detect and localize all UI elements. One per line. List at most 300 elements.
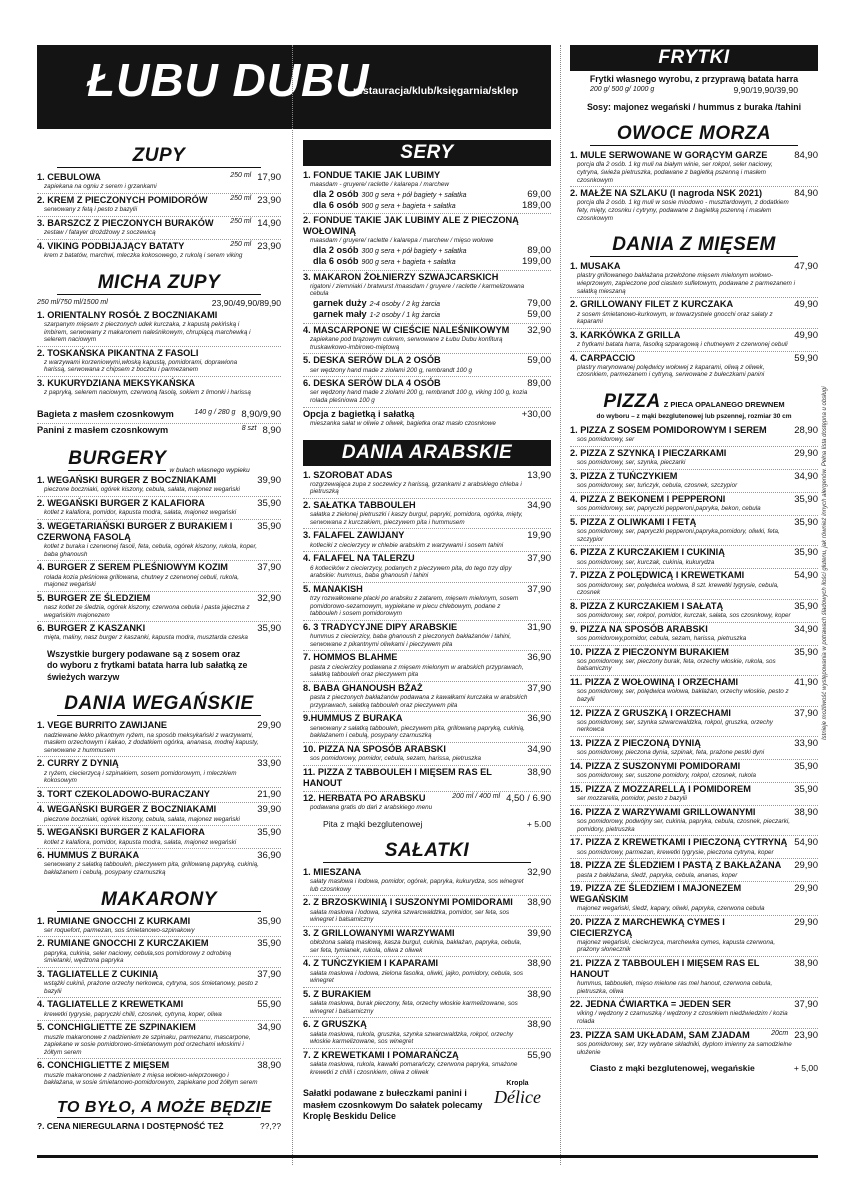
item-size: 250 ml	[230, 194, 252, 202]
item-name: 1. WEGAŃSKI BURGER Z BOCZNIAKAMI	[37, 475, 217, 486]
item-size: 8 szt	[241, 424, 257, 432]
item-description: mięta, maliny, nasz burger z kaszanki, kapusta modra, musztarda czeska	[44, 634, 248, 642]
item-description: ser wędzony hand made z ziołami 200 g, rembrandt 100 g, viking 100 g, kozia rolada pleśniowa 100 g	[310, 389, 528, 405]
item-size: 20cm	[771, 1029, 789, 1037]
item-name: 17. PIZZA Z KREWETKAMI I PIECZONĄ CYTRYNĄ	[570, 837, 788, 848]
section-title-micha: MICHA ZUPY	[57, 272, 261, 295]
item-description: sos pomidorowy, pieczona dynia, szpinak, feta, prażone pestki dyni	[577, 749, 765, 757]
item-price: 41,90	[794, 677, 818, 689]
makaron-item	[37, 936, 281, 966]
item-description: pieczone boczniaki, ogórek kiszony, cebula, sałata, majonez wegański	[44, 486, 240, 494]
pizza-item	[570, 782, 818, 805]
item-description: sos pomidorowy, podwójny ser, cukinia, papryka, cebula, czosnek, pieczarki, pomidory, pietruszka	[577, 818, 791, 833]
item-name: 2. TOSKAŃSKA PIKANTNA Z FASOLI	[37, 347, 199, 358]
item-price: 23,90	[794, 1029, 818, 1041]
item-price: 84,90	[794, 150, 818, 162]
pizza-item	[570, 858, 818, 881]
salatka-item	[303, 1017, 551, 1047]
arabskie-pita: Pita z mąki bezglutenowej + 5.00	[323, 818, 551, 829]
item-price: 38,90	[257, 1060, 281, 1072]
item-name: 5. CONCHIGLIETTE ZE SZPINAKIEM	[37, 1022, 196, 1033]
item-description: sos pomidorowy, ser	[577, 436, 635, 444]
item-price: 29,90	[257, 720, 281, 732]
weganskie-item	[37, 756, 281, 786]
pizza-item	[570, 599, 818, 622]
micha-item	[37, 309, 281, 346]
arabskie-item	[303, 650, 551, 680]
item-price: 38,90	[527, 988, 551, 1000]
item-description: hummus z ciecierzicy, baba ghanoush z pieczonych bakłażanów i tahini, serwowane z pikantnymi oliwkami i pieczywem pita	[310, 633, 512, 648]
section-title-tobylo: TO BYŁO, A MOŻE BĘDZIE	[57, 1098, 272, 1116]
item-price: 32,90	[257, 592, 281, 604]
item-option: dla 6 osób 900 g sera + bagieta + sałatka 199,00	[313, 256, 551, 268]
item-price: 38,90	[527, 897, 551, 909]
item-price: 21,90	[257, 788, 281, 800]
item-price: 49,90	[794, 329, 818, 341]
makaron-item	[37, 997, 281, 1020]
item-description: podawana gratis do dań z arabskiego menu	[310, 804, 433, 812]
item-name: 20. PIZZA Z MARCHEWKĄ CYMES I CIECIERZYCĄ	[570, 916, 725, 938]
arabskie-item	[303, 582, 551, 620]
item-name: 2. MAŁŻE NA SZLAKU (I nagroda NSK 2021)	[570, 188, 763, 199]
item-price: 35,90	[257, 623, 281, 635]
owoce-list	[570, 149, 818, 224]
owoce-item	[570, 149, 818, 186]
item-price: 32,90	[527, 866, 551, 878]
item-price: 4,50 / 6.90	[506, 792, 551, 804]
item-name: 1. RUMIANE GNOCCHI Z KURKAMI	[37, 915, 191, 926]
item-price: 37,90	[527, 583, 551, 595]
item-name: 6. 3 TRADYCYJNE DIPY ARABSKIE	[303, 621, 458, 632]
salatka-item	[303, 956, 551, 986]
item-price: 84,90	[794, 188, 818, 200]
item-name: 9.HUMMUS Z BURAKA	[303, 713, 403, 724]
item-name: 3. TAGLIATELLE Z CUKINIĄ	[37, 968, 159, 979]
item-price: 89,00	[527, 378, 551, 390]
item-description: pieczone boczniaki, ogórek kiszony, cebula, sałata, majonez wegański	[44, 815, 240, 823]
item-name: 4. WEGAŃSKI BURGER Z BOCZNIAKAMI	[37, 804, 217, 815]
item-description: majonez wegański, ciecierzyca, marchewka cymes, kapusta czerwona, prażony słonecznik	[577, 938, 776, 954]
item-price: 23,90	[257, 194, 281, 206]
miesem-item	[570, 260, 818, 297]
arabskie-item	[303, 469, 551, 498]
salatka-item	[303, 926, 551, 956]
item-name: 3. WEGETARIAŃSKI BURGER Z BURAKIEM I CZERWONĄ FASOLĄ	[37, 520, 233, 542]
item-price: 29,90	[794, 447, 818, 459]
item-price: 59,90	[794, 352, 818, 364]
tobylo-item: ?. CENA NIEREGULARNA I DOSTĘPNOŚĆ TEŻ ??,??	[37, 1120, 281, 1131]
item-description: pasta z bakłażana, śledź, papryka, cebula, ananas, koper	[577, 871, 738, 879]
item-price: 49,90	[794, 299, 818, 311]
column-middle	[303, 140, 551, 1165]
item-price: 14,90	[257, 217, 281, 229]
item-name: 5. Z BURAKIEM	[303, 988, 371, 999]
micha-price-row: 250 ml/750 ml/1500 ml 23,90/49,90/89,90	[37, 297, 281, 308]
item-name: 1. MUSAKA	[570, 261, 621, 272]
sery-item	[303, 376, 551, 406]
item-description: wstążki cukinii, prażone orzechy nerkowca, cytryna, sos śmietanowy, pesto z bazylii	[44, 980, 259, 995]
miesem-item	[570, 328, 818, 351]
item-price: 37,90	[257, 968, 281, 980]
section-title-salatki: SAŁATKI	[323, 840, 531, 863]
item-name: Panini z masłem czosnkowym	[37, 424, 169, 435]
pizza-item	[570, 492, 818, 515]
pizza-item	[570, 545, 818, 568]
frytki-price-row: 200 g/ 500 g/ 1000 g 9,90/19,90/39,90	[590, 85, 798, 96]
item-description: z ryżem, ciecierzycą i szpinakiem, sosem pomidorowym, i mleczkiem kokosowym	[44, 769, 237, 785]
item-price: 38,90	[527, 1019, 551, 1031]
item-price: 29,90	[794, 883, 818, 895]
item-price: 35,90	[794, 516, 818, 528]
miesem-item	[570, 351, 818, 381]
item-description: sos pomidorowy, ser, rokpol, pomidor, kurczak, sałata, sos czosnkowy, koper	[577, 612, 791, 620]
item-description: szarpanym mięsem z pieczonych udek kurczaka, z kapustą pekińską i imbirem, serwowany z makaronem naleśnikowym, chrupiącą marchewką i selerem naciowym	[44, 320, 251, 344]
item-description: pasta z ciecierzicy podawana z mięsem mielonym w arabskich przyprawach, sałatką tabbouleh oraz pieczywem pita	[310, 663, 524, 679]
item-option: dla 2 osób 300 g sera + pół bagiety + sałatka 69,00	[313, 188, 551, 200]
miesem-list	[570, 260, 818, 381]
burgery-note: Wszystkie burgery podawane są z sosem oraz do wyboru z frytkami batata harra lub sałatką ze świeżych warzyw	[47, 649, 248, 682]
section-title-weganskie: DANIA WEGAŃSKIE	[57, 693, 261, 716]
weganskie-item	[37, 848, 281, 878]
arabskie-item	[303, 742, 551, 765]
item-price: 35,90	[794, 600, 818, 612]
micha-extras	[37, 408, 281, 438]
item-name: 9. PIZZA NA SPOSÓB ARABSKI	[570, 623, 708, 634]
sery-opcja: Opcja z bagietką i sałatką +30,00 mieszanka sałat w oliwie z oliwek, bagietka oraz masło czosnkowe	[303, 407, 551, 430]
arabskie-item	[303, 765, 551, 791]
weganskie-list	[37, 719, 281, 878]
item-name: 16. PIZZA Z WARZYWAMI GRILLOWANYMI	[570, 806, 756, 817]
item-description: sos pomidorowy, ser, suszone pomidory, rokpol, czosnek, rukola	[577, 772, 756, 780]
item-name: 21. PIZZA Z TABBOULEH I MIĘSEM RAS EL HANOUT	[570, 957, 760, 979]
item-name: 4. VIKING PODBIJAJĄCY BATATY	[37, 240, 185, 251]
item-price: 34,90	[527, 499, 551, 511]
item-name: 6. Z GRUSZKĄ	[303, 1019, 367, 1030]
item-description: majonez wegański, śledź, kapary, oliwki, papryka, czerwona cebula	[577, 905, 765, 913]
arabskie-item	[303, 498, 551, 528]
item-description: sałatka z zieloneį pietruszki i kaszy burgul, papryki, pomidora, ogórka, mięty, serwowana z kurczakiem, pieczywem pita i hummusem	[310, 511, 523, 526]
item-name: 1. MULE SERWOWANE W GORĄCYM GARZE	[570, 150, 768, 161]
burgery-subtitle: w bułach własnego wypieku	[169, 466, 250, 474]
item-description: z sosem śmietanowo-kurkowym, w towarzystwie gnocchi oraz sałaty z kaparami	[577, 310, 773, 326]
item-name: 6. CONCHIGLIETTE Z MIĘSEM	[37, 1060, 170, 1071]
item-name: 15. PIZZA Z MOZZARELLĄ I POMIDOREM	[570, 783, 751, 794]
item-description: sos pomidorowy, ser, papryczki pepperoni,papryka,pomidory, oliwki, feta, szczypior	[577, 528, 780, 543]
item-description: krem z batatów, marchwi, mleczka kokosowego, z rukolą i serem viking	[44, 252, 243, 260]
item-name: 1. PIZZA Z SOSEM POMIDOROWYM I SEREM	[570, 425, 767, 436]
item-price: 23,90	[257, 240, 281, 252]
item-description: zestaw / fatayer drożdżowy z soczewicą	[44, 229, 156, 237]
sery-item	[303, 323, 551, 353]
arabskie-item	[303, 551, 551, 581]
item-name: 12. PIZZA Z GRUSZKĄ I ORZECHAMI	[570, 707, 731, 718]
item-description: sos pomidorowy, ser, szynka, pieczarki	[577, 459, 686, 467]
item-name: 10. PIZZA Z PIECZONYM BURAKIEM	[570, 646, 729, 657]
item-price: 37,90	[527, 553, 551, 565]
arabskie-item	[303, 528, 551, 551]
item-price: 17,90	[257, 172, 281, 183]
burger-item	[37, 560, 281, 590]
item-description: sałata masłowa i lodowa, szynka szwarcwaldzka, pomidor, ser feta, sos winegret i balsamiczny	[310, 908, 510, 924]
item-price: 19,90	[527, 530, 551, 542]
item-name: 2. SAŁATKA TABBOULEH	[303, 499, 416, 510]
item-price: 37,90	[257, 562, 281, 574]
item-price: 35,90	[794, 547, 818, 559]
item-name: 4. MASCARPONE W CIEŚCIE NALEŚNIKOWYM	[303, 324, 510, 335]
item-option: dla 2 osób 300 g sera + pół bagiety + sałatka 89,00	[313, 244, 551, 256]
item-price: 28,90	[794, 425, 818, 437]
miesem-item	[570, 297, 818, 327]
pizza-item	[570, 675, 818, 705]
frytki-line: Frytki własnego wyrobu, z przyprawą batata harra	[589, 74, 799, 84]
zupy-item	[37, 216, 281, 239]
item-size: 250 ml	[230, 172, 252, 179]
item-description: pasta z pieczonych bakłażanów podawana z kawałkami kurczaka w arabskich przyprawach, sałatką tabbouleh oraz pieczywem pita	[310, 694, 528, 709]
item-name: 3. PIZZA Z TUŃCZYKIEM	[570, 470, 678, 481]
burger-item	[37, 519, 281, 560]
item-description: sos pomidorowy, ser, papryczki pepperoni,papryka, bekon, cebula	[577, 505, 761, 513]
salatki-note: Sałatki podawane z bułeczkami panini i masłem czosnkowym Do sałatek polecamy Kroplę Beskidu Delice	[303, 1088, 483, 1122]
item-description: porcja dla 2 osób. 1 kg muli na białym winie, ser rokpol, seler naciowy, cytryna, świeża pietruszka, podawane z bagietką pszenną i masłem czosnkowym	[577, 161, 773, 184]
burgery-list	[37, 474, 281, 644]
section-title-makarony: MAKARONY	[57, 889, 261, 912]
item-name: 3. KUKURYDZIANA MEKSYKAŃSKA	[37, 377, 196, 388]
pizza-note: do wyboru – z mąki bezglutenowej lub pszennej, rozmiar 30 cm	[596, 413, 792, 421]
divider	[560, 45, 561, 1165]
kropla-delice-logo: Kropla Délice	[494, 1080, 541, 1107]
item-name: 2. KREM Z PIECZONYCH POMIDORÓW	[37, 194, 208, 205]
makaron-item	[37, 915, 281, 937]
allergen-note: Istnieje możliwość występowania w potrawach śladowych ilości glutenu, jak również innych alergenów. Pełna lista dostępna u obsługi	[822, 386, 828, 740]
item-description: sos pomidorowy, ser, polędwica wołowa, 8 szt. krewetki tygrysie, cebula, czosnek	[577, 581, 779, 597]
item-name: 5. WEGAŃSKI BURGER Z KALAFIORA	[37, 827, 205, 838]
item-price: 8,90/9,90	[241, 409, 281, 421]
column-left	[37, 145, 281, 1155]
item-description: muszle makaronowe z nadzieniem z mięsa wołowo-wieprzowego i bakłażana, w sosie śmietanowo-pomidorowym, zapiekane pod żółtym serem	[44, 1071, 258, 1087]
sery-item	[303, 270, 551, 323]
item-name: 7. Z KREWETKAMI I POMARAŃCZĄ	[303, 1049, 459, 1060]
item-price: 35,90	[794, 760, 818, 772]
item-price: 29,90	[794, 860, 818, 872]
item-description: sos pomidorowy, ser, tuńczyk, cebula, czosnek, szczypior	[577, 482, 738, 490]
item-description: sos pomidorowy, pomidor, cebula, sezam, harissa, pietruszka	[310, 755, 482, 763]
item-description: z frytkami batata harra, fasolką szparagową i chutneyem z czerwonej cebuli	[577, 340, 788, 348]
pizza-item	[570, 706, 818, 736]
salatka-item	[303, 895, 551, 925]
item-size: 200 ml / 400 ml	[452, 792, 501, 800]
item-price: 35,90	[257, 827, 281, 839]
item-description: nadziewane lekko pikantnym ryżem, na sposób meksykański z warzywami, masłem orzechowym i kakao, z dodatkiem ogórka, ananasa, modrej kapusty, serwowane z hummusem	[44, 731, 259, 754]
zupy-list	[37, 171, 281, 262]
item-description: nasz kotlet ze śledzia, ogórek kiszony, czerwona cebula i pasta jajeczna z wegańskim majonezem	[44, 603, 250, 619]
item-option: dla 6 osób 900 g sera + bagieta + sałatka 189,00	[313, 199, 551, 211]
item-name: 4. PIZZA Z BEKONEM I PEPPERONI	[570, 493, 726, 504]
item-name: 11. PIZZA Z TABBOULEH I MIĘSEM RAS EL HANOUT	[303, 766, 492, 788]
pizza-item	[570, 446, 818, 469]
weganskie-item	[37, 787, 281, 802]
item-name: 19. PIZZA ZE ŚLEDZIEM I MAJONEZEM WEGAŃSKIM	[570, 883, 742, 905]
item-description: porcja dla 2 osób. 1 kg muli w sosie miodowo - musztardowym, z dodatkiem fety, mięty, czosnku i cytryny, podawane z bagietką pszenną i masłem czosnkowym	[577, 199, 789, 222]
item-price: 39,90	[527, 927, 551, 939]
item-name: 1. ORIENTALNY ROSÓŁ Z BOCZNIAKAMI	[37, 309, 218, 320]
item-size: 140 g / 280 g	[194, 409, 236, 417]
pizza-item	[570, 881, 818, 915]
pizza-item	[570, 835, 818, 858]
sery-list	[303, 169, 551, 407]
item-price: 54,90	[794, 837, 818, 849]
item-name: 4. FALAFEL NA TALERZU	[303, 553, 415, 564]
item-description: plastry grillowanego bakłażana przełożone mięsem mielonym wołowo-wieprzowym, zapieczone pod ciastem sufletowym, podawane z parmezanem i sałatką mieszaną	[577, 272, 796, 295]
item-price: 54,90	[794, 570, 818, 582]
weganskie-item	[37, 802, 281, 825]
item-name: 7. HOMMOS BLAHME	[303, 652, 398, 663]
item-name: 14. PIZZA Z SUSZONYMI POMIDORAMI	[570, 760, 741, 771]
item-description: sałata masłowa, burak pieczony, feta, orzechy włoskie karmelizowane, sos winegret i balsamiczny	[310, 1000, 518, 1015]
salatka-item	[303, 1048, 551, 1078]
item-name: 5. MANAKISH	[303, 583, 363, 594]
micha-list	[37, 309, 281, 398]
pizza-gf: Ciasto z mąki bezglutenowej, wegańskie + 5,00	[590, 1063, 818, 1074]
makaron-item	[37, 967, 281, 997]
item-description: krewetki tygrysie, papryczki chilli, czosnek, cytryna, koper, oliwa	[44, 1010, 222, 1018]
item-description: z papryką, selerem naciowym, czerwoną fasolą, sokiem z limonki i harissą	[44, 388, 251, 396]
item-description: serwowany z fetą i pesto z bazylii	[44, 206, 138, 214]
item-description: sałata masłowa i lodowa, zielona fasolka, oliwki, jajko, pomidory, cebula, sos winegret	[310, 969, 524, 985]
makaron-item	[37, 1058, 281, 1088]
item-name: 13. PIZZA Z PIECZONĄ DYNIĄ	[570, 738, 701, 748]
makarony-list	[37, 915, 281, 1089]
item-price: 32,90	[527, 324, 551, 336]
section-title-zupy: ZUPY	[57, 145, 261, 168]
item-price: 35,90	[794, 783, 818, 795]
pizza-item	[570, 915, 818, 956]
item-name: 3. TORT CZEKOLADOWO-BURACZANY	[37, 788, 210, 799]
item-price: 34,90	[527, 743, 551, 755]
item-description: papryka, cukinia, seler naciowy, cebula,sos pomidorowy z odrobiną śmietanki, wędzona papryka	[44, 949, 232, 965]
item-description: sałata masłowa, rukola, gruszka, szynka szwarcwaldzka, rokpol, orzechy włoskie karmelizowane, sos winegret	[310, 1030, 513, 1046]
item-price: 38,90	[527, 958, 551, 970]
section-title-sery: SERY	[303, 140, 551, 166]
section-title-miesem: DANIA Z MIĘSEM	[590, 234, 798, 257]
item-description: kotlet z kalafiora, pomidor, kapusta modra, sałata, majonez wegański	[44, 838, 237, 846]
section-title-pizza: PIZZA Z PIECA OPALANEGO DREWNEM	[603, 391, 785, 413]
item-price: 35,90	[257, 938, 281, 950]
item-description: kotleciki z ciecierzycy w chlebie arabskim z warzywami i sosem tahini	[310, 541, 504, 549]
pizza-item	[570, 622, 818, 645]
item-name: 1. CEBULOWA	[37, 172, 101, 182]
zupy-item	[37, 193, 281, 216]
item-name: 6. BURGER Z KASZANKI	[37, 623, 146, 634]
zupy-item	[37, 171, 281, 193]
salatki-list	[303, 866, 551, 1078]
item-price: 37,90	[527, 682, 551, 694]
item-price: 13,90	[527, 469, 551, 481]
item-description: maasdam / gruyere/ raclette / kalarepa / marchew / mięso wołowe	[310, 237, 494, 245]
item-option: garnek duży 2-4 osoby / 2 kg żarcia 79,00	[313, 297, 551, 309]
item-name: Bagieta z masłem czosnkowym	[37, 409, 174, 420]
weganskie-item	[37, 825, 281, 848]
item-name: 11. PIZZA Z WOŁOWINĄ I ORZECHAMI	[570, 677, 739, 688]
item-description: plastry marynowanej polędwicy wołowej z kaparami, oliwą z oliwek, czosnkiem, parmezanem i cytryną, serwowane z bułeczkami panini	[577, 363, 765, 379]
pizza-item	[570, 759, 818, 782]
item-price: 33,90	[794, 738, 818, 749]
section-title-frytki: FRYTKI	[570, 45, 818, 71]
item-price: 34,90	[794, 623, 818, 635]
item-price: 36,90	[527, 652, 551, 664]
owoce-item	[570, 186, 818, 224]
item-name: 2. Z BRZOSKWINIĄ I SUSZONYMI POMIDORAMI	[303, 897, 513, 908]
item-name: 4. CARPACCIO	[570, 352, 636, 363]
weganskie-item	[37, 719, 281, 756]
burger-item	[37, 496, 281, 519]
item-price: 59,00	[527, 355, 551, 367]
salatka-item	[303, 866, 551, 895]
micha-extra-item	[37, 408, 281, 422]
item-name: 5. BURGER ZE ŚLEDZIEM	[37, 592, 151, 603]
item-name: 8. PIZZA Z KURCZAKIEM I SAŁATĄ	[570, 600, 724, 611]
item-price: 29,90	[794, 916, 818, 928]
item-size: 250 ml	[230, 240, 252, 248]
makaron-item	[37, 1020, 281, 1058]
pizza-item	[570, 424, 818, 446]
section-title-owoce: OWOCE MORZA	[590, 123, 798, 146]
item-price: 38,90	[527, 766, 551, 778]
sery-item	[303, 213, 551, 269]
item-name: 6. PIZZA Z KURCZAKIEM I CUKINIĄ	[570, 547, 725, 558]
item-price: 35,90	[794, 646, 818, 658]
pizza-item	[570, 1028, 818, 1058]
item-name: 4. Z TUŃCZYKIEM I KAPARAMI	[303, 958, 439, 969]
item-description: sos pomidorowy, ser, pieczony burak, feta, orzechy włoskie, rukola, sos balsamiczny	[577, 657, 776, 673]
pizza-list	[570, 424, 818, 1058]
item-name: 3. BARSZCZ Z PIECZONYCH BURAKÓW	[37, 217, 214, 228]
arabskie-item	[303, 620, 551, 650]
item-name: 3. Z GRILLOWANYMI WARZYWAMI	[303, 927, 455, 938]
item-description: hummus, tabbouleh, mięso mielone ras mel hanout, czerwona cebula, pietruszka, oliwa	[577, 980, 773, 995]
item-description: kotlet z buraka i czerwonej fasoli, feta, cebula, ogórek kiszony, rukola, koper, baba ghanoush	[44, 543, 258, 558]
brand-logo: ŁUBU DUBU	[87, 54, 370, 106]
burger-item	[37, 474, 281, 496]
item-name: 2. GRILLOWANY FILET Z KURCZAKA	[570, 299, 734, 310]
item-price: 34,90	[257, 1022, 281, 1034]
item-description: maasdam - gruyere/ raclette / kalarepa / marchew	[310, 181, 449, 189]
item-name: 2. PIZZA Z SZYNKĄ I PIECZARKAMI	[570, 447, 727, 458]
micha-extra-item	[37, 423, 281, 438]
pizza-item	[570, 956, 818, 997]
item-description: kotlet z kalafiora, pomidor, kapusta modra, sałata, majonez wegański	[44, 509, 237, 517]
item-description: 6 kotlecików z ciecierzycy, podanych z pieczywem pita, do tego trzy dipy arabskie: hummus, baba ghanoush i tahini	[310, 564, 512, 580]
item-name: 5. DESKA SERÓW DLA 2 OSÓB	[303, 355, 441, 366]
item-name: 18. PIZZA ZE ŚLEDZIEM I PASTĄ Z BAKŁAŻANA	[570, 860, 782, 871]
item-name: 4. BURGER Z SEREM PLEŚNIOWYM KOZIM	[37, 562, 228, 573]
item-price: 55,90	[257, 999, 281, 1011]
item-name: 12. HERBATA PO ARABSKU	[303, 792, 426, 803]
pizza-item	[570, 645, 818, 675]
arabskie-item	[303, 711, 551, 741]
item-price: 33,90	[257, 758, 281, 770]
item-name: 7. PIZZA Z POLĘDWICĄ I KREWETKAMI	[570, 570, 745, 581]
zupy-item	[37, 239, 281, 262]
item-price: 37,90	[794, 999, 818, 1011]
item-price: 35,90	[794, 493, 818, 505]
item-description: roladа kozia pleśniowa grillowana, chutney z czerwonej cebuli, rukola, majonez wegański	[44, 573, 239, 589]
item-size: 250 ml	[230, 217, 252, 225]
item-name: 23. PIZZA SAM UKŁADAM, SAM ZJADAM	[570, 1029, 750, 1040]
item-price: 36,90	[257, 850, 281, 862]
item-name: 3. KARKÓWKA Z GRILLA	[570, 329, 681, 340]
item-description: obłożona sałatą masłową, kasza burgul, cukinia, bakłażan, papryka, cebula, ser feta, tymianek, rukola, oliwa z oliwek	[310, 939, 522, 954]
item-price: 8,90	[262, 424, 281, 436]
